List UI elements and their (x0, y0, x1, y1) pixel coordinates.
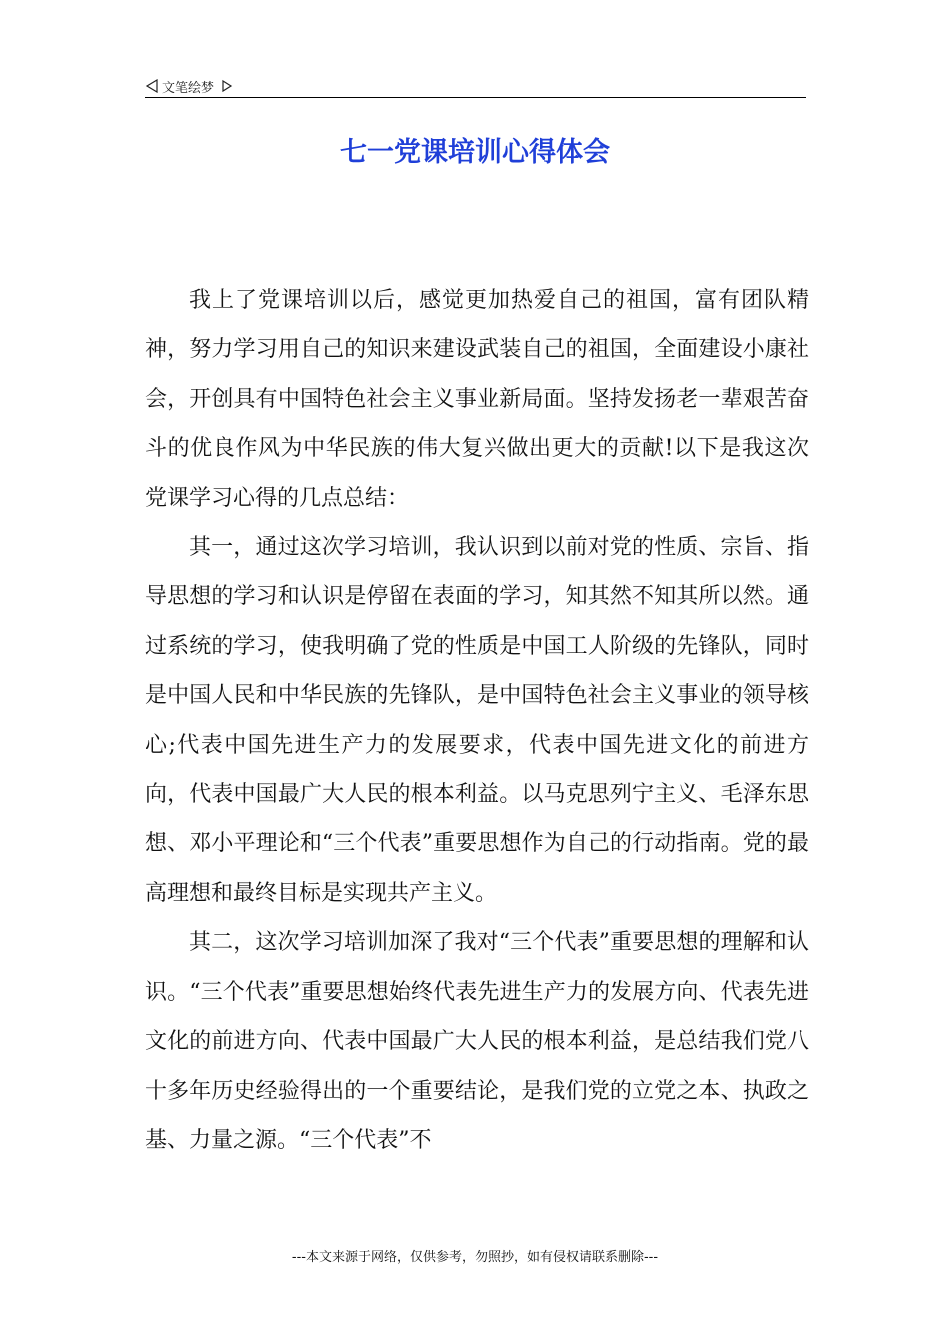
document-header (145, 76, 234, 96)
document-title: 七一党课培训心得体会 (340, 137, 610, 168)
triangle-left-outline-icon (145, 79, 159, 93)
paragraph-intro: 我上了党课培训以后，感觉更加热爱自己的祖国，富有团队精神，努力学习用自己的知识来建设武装自己的祖国，全面建设小康社会，开创具有中国特色社会主义事业新局面。坚持发扬老一辈艰苦奋斗的优良作风为中华民族的伟大复兴做出更大的贡献!以下是我这次党课学习心得的几点总结： (145, 288, 809, 511)
document-body (145, 276, 809, 1165)
header-divider (145, 97, 806, 98)
paragraph-second-point: 其二，这次学习培训加深了我对“三个代表”重要思想的理解和认识。“三个代表”重要思想始终代表先进生产力的发展方向、代表先进文化的前进方向、代表中国最广大人民的根本利益，是总结我们党八十多年历史经验得出的一个重要结论，是我们党的立党之本、执政之基、力量之源。“三个代表”不 (145, 930, 809, 1153)
footer-notice: ---本文来源于网络，仅供参考，勿照抄，如有侵权请联系删除--- (291, 1250, 659, 1265)
header-brand: 文笔绘梦 (162, 80, 215, 96)
triangle-right-outline-icon (220, 79, 234, 93)
paragraph-first-point: 其一，通过这次学习培训，我认识到以前对党的性质、宗旨、指导思想的学习和认识是停留在表面的学习，知其然不知其所以然。通过系统的学习，使我明确了党的性质是中国工人阶级的先锋队，同时是中国人民和中华民族的先锋队，是中国特色社会主义事业的领导核心;代表中国先进生产力的发展要求，代表中国先进文化的前进方向，代表中国最广大人民的根本利益。以马克思列宁主义、毛泽东思想、邓小平理论和“三个代表”重要思想作为自己的行动指南。党的最高理想和最终目标是实现共产主义。 (145, 535, 809, 906)
